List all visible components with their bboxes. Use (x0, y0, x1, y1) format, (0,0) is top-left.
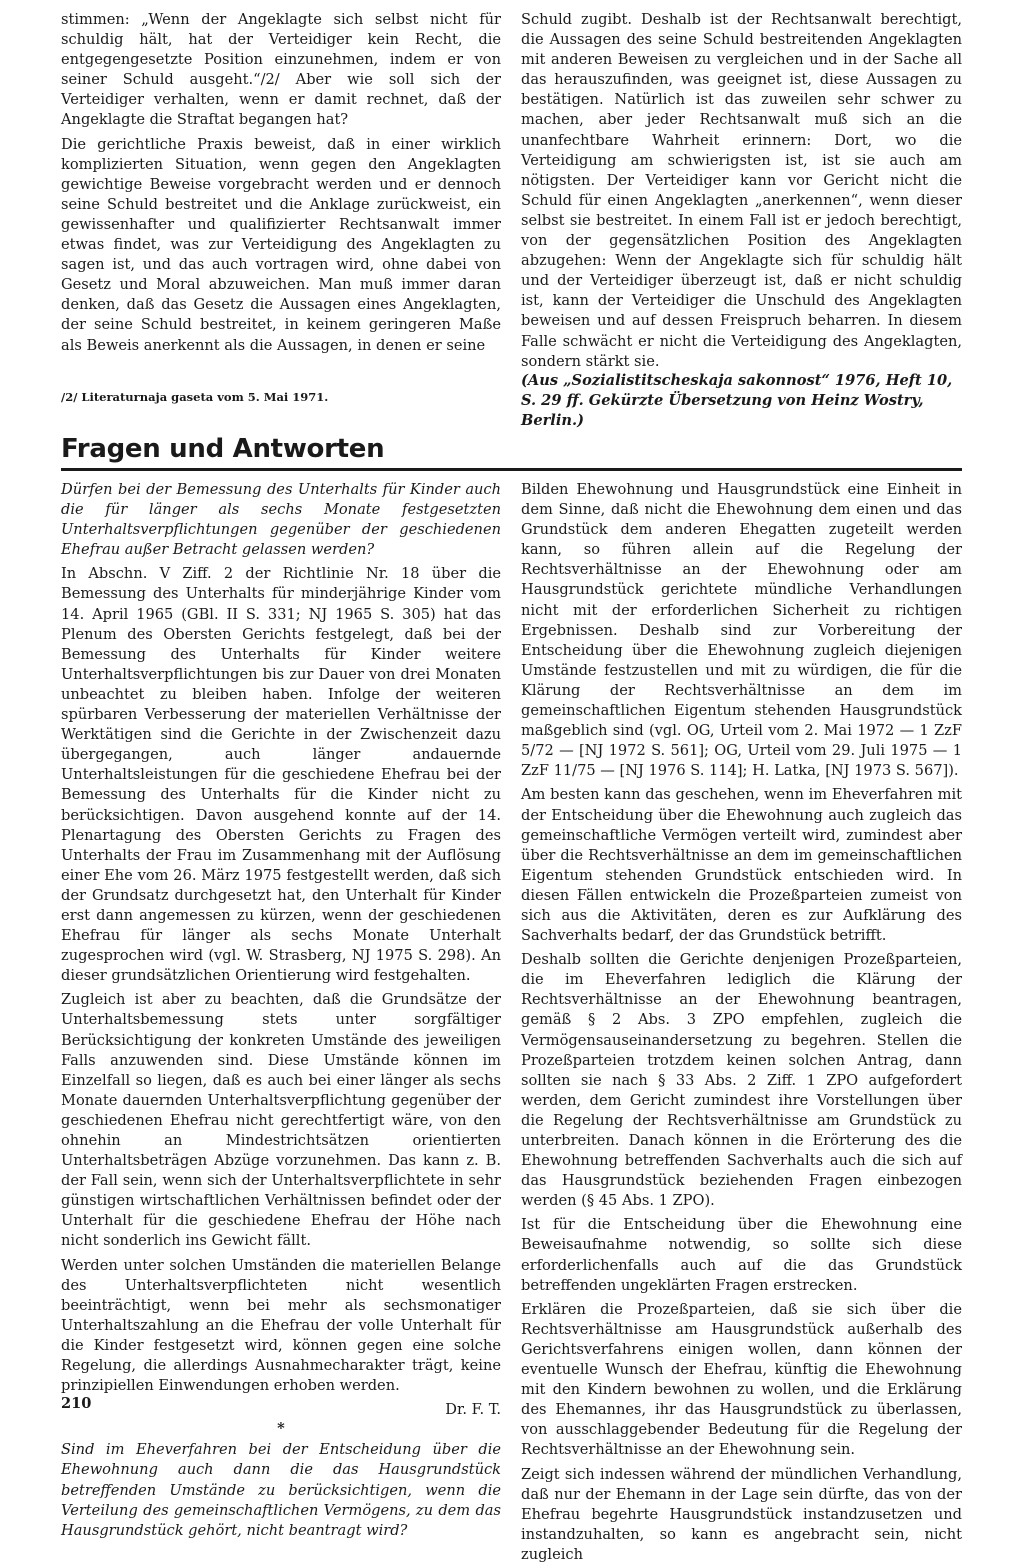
article-paragraph: Die gerichtliche Praxis beweist, daß in einer wirklich komplizierten Situation, wenn gegen den Angeklagten gewichtige Beweise vorgebracht werden und er dennoch seine Schuld bestreitet und die Anklage zurückweist, ein gewissenhafter und qualifizierter Rechtsanwalt immer etwas findet, was zur Verteidigung des Angeklagten zu sagen ist, und das auch vortragen wird, ohne dabei von Gesetz und Moral abzuweichen. Man muß immer daran denken, daß das Gesetz die Aussagen eines Angeklagten, der seine Schuld bestreitet, in keinem geringeren Maße als Beweis anerkennt als die Aussagen, in denen er seine (61, 135, 501, 354)
answer-paragraph: Erklären die Prozeßparteien, daß sie sich über die Rechtsverhältnisse am Hausgrundstück außerhalb des Gerichtsverfahrens einigen wollen, dann können der eventuelle Wunsch der Ehefrau, künftig die Ehewohnung mit den Kindern bewohnen zu wollen, und die Erklärung des Ehemannes, ihr das Hausgrundstück zu überlassen, von ausschlaggebender Bedeutung für die Regelung der Rechtsverhältnisse an der Ehewohnung sein. (521, 1300, 962, 1459)
answer-paragraph: Bilden Ehewohnung und Hausgrundstück eine Einheit in dem Sinne, daß nicht die Ehewohnung dem einen und das Grundstück dem anderen Ehegatten zugeteilt werden kann, so führen allein auf die Regelung der Rechtsverhältnisse an der Ehewohnung oder am Hausgrundstück gerichtete mündliche Verhandlungen nicht mit der erforderlichen Sicherheit zu richtigen Ergebnissen. Deshalb sind zur Vorbereitung der Entscheidung über die Ehewohnung zugleich diejenigen Umstände festzustellen und mit zu würdigen, die für die Klärung der Rechtsverhältnisse an dem im gemeinschaftlichen Eigentum stehenden Hausgrundstück maßgeblich sind (vgl. OG, Urteil vom 2. Mai 1972 — 1 ZzF 5/72 — [NJ 1972 S. 561]; OG, Urteil vom 29. Juli 1975 — 1 ZzF 11/75 — [NJ 1976 S. 114]; H. Latka, [NJ 1973 S. 567]). (521, 481, 962, 780)
question-1: Dürfen bei der Bemessung des Unterhalts für Kinder auch die für länger als sechs Monate festgesetzten Unterhaltsverpflichtungen gegenüber der geschiedenen Ehefrau außer Betracht gelassen werden? (61, 481, 501, 559)
qa-column-left (61, 480, 501, 1541)
answer-paragraph: Deshalb sollten die Gerichte denjenigen Prozeßparteien, die im Eheverfahren lediglich die Klärung der Rechtsverhältnisse an der Ehewohnung beantragen, gemäß § 2 Abs. 3 ZPO empfehlen, zugleich die Vermögensauseinandersetzung zu begehren. Stellen die Prozeßparteien trotzdem keinen solchen Antrag, dann sollten sie nach § 33 Abs. 2 Ziff. 1 ZPO aufgefordert werden, dem Gericht zumindest ihre Vorstellungen über die Regelung der Rechtsverhältnisse am Grundstück zu unterbreiten. Danach können in die Erörterung des die Ehewohnung betreffenden Sachverhalts auch die sich auf das Hausgrundstück beziehenden Fragen einbezogen werden (§ 45 Abs. 1 ZPO). (521, 951, 962, 1210)
article-column-left (61, 10, 501, 356)
answer-paragraph: Zugleich ist aber zu beachten, daß die Grundsätze der Unterhaltsbemessung stets unter sorgfältiger Berücksichtigung der konkreten Umstände des jeweiligen Falls anzuwenden sind. Diese Umstände können im Einzelfall so liegen, daß es auch bei einer länger als sechs Monate dauernden Unterhaltsverpflichtung gegenüber der geschiedenen Ehefrau nicht gerechtfertigt wäre, von den ohnehin an Mindestrichtsätzen orientierten Unterhaltsbeträgen Abzüge vorzunehmen. Das kann z. B. der Fall sein, wenn sich der Unterhaltsverpflichtete in sehr günstigen wirtschaftlichen Verhältnissen befindet oder der Unterhalt für die geschiedene Ehefrau der Höhe nach nicht sonderlich ins Gewicht fällt. (61, 991, 501, 1250)
question-2: Sind im Eheverfahren bei der Entscheidung über die Ehewohnung auch dann die das Hausgrundstück betreffenden Umstände zu berücksichtigen, wenn die Verteilung des gemeinschaftlichen Vermögens, zu dem das Hausgrundstück gehört, nicht beantragt wird? (61, 1441, 501, 1539)
article-paragraph: Schuld zugibt. Deshalb ist der Rechtsanwalt berechtigt, die Aussagen des seine Schuld bestreitenden Angeklagten mit anderen Beweisen zu vergleichen und in der Sache all das herauszufinden, was geeignet ist, diese Aussagen zu bestätigen. Natürlich ist das zuweilen sehr schwer zu machen, aber jeder Rechtsanwalt muß sich an die unanfechtbare Wahrheit erinnern: Dort, wo die Verteidigung am schwierigsten ist, ist sie auch am nötigsten. Der Verteidiger kann vor Gericht nicht die Schuld für einen Angeklagten „anerkennen“, wenn dieser selbst sie bestreitet. In einem Fall ist er jedoch berechtigt, von der gegensätzlichen Position des Angeklagten abzugehen: Wenn der Angeklagte sich für schuldig hält und der Verteidiger überzeugt ist, daß er nicht schuldig ist, kann der Verteidiger die Unschuld des Angeklagten beweisen und auf dessen Freispruch beharren. In diesem Falle schwächt er nicht die Verteidigung des Angeklagten, sondern stärkt sie. (521, 11, 962, 370)
page-number: 210 (61, 1395, 92, 1412)
author-signature: Dr. F. T. (445, 1401, 501, 1419)
section-separator: * (277, 1420, 285, 1438)
section-heading: Fragen und Antworten (61, 434, 385, 464)
qa-column-right (521, 480, 962, 1565)
answer-paragraph: Ist für die Entscheidung über die Ehewohnung eine Beweisaufnahme notwendig, so sollte sich diese erforderlichenfalls auch auf die das Grundstück betreffenden ungeklärten Fragen erstrecken. (521, 1216, 962, 1294)
footnote: /2/ Literaturnaja gaseta vom 5. Mai 1971. (61, 390, 329, 404)
source-note: (Aus „Sozialistitscheskaja sakonnost“ 1976, Heft 10, S. 29 ff. Gekürzte Übersetzung von Heinz Wostry, Berlin.) (521, 372, 953, 429)
answer-paragraph: Zeigt sich indessen während der mündlichen Verhandlung, daß nur der Ehemann in der Lage sein dürfte, das von der Ehefrau begehrte Hausgrundstück instandzusetzen und instandzuhalten, so kann es angebracht sein, nicht zugleich (521, 1465, 962, 1563)
answer-paragraph: In Abschn. V Ziff. 2 der Richtlinie Nr. 18 über die Bemessung des Unterhalts für minderjährige Kinder vom 14. April 1965 (GBl. II S. 331; NJ 1965 S. 305) hat das Plenum des Obersten Gerichts festgelegt, daß bei der Bemessung des Unterhalts für Kinder weitere Unterhaltsverpflichtungen bis zur Dauer von drei Monaten unbeachtet zu bleiben haben. Infolge der weiteren spürbaren Verbesserung der materiellen Verhältnisse der Werktätigen sind die Gerichte in der Zwischenzeit dazu übergegangen, auch länger andauernde Unterhaltsleistungen für die geschiedene Ehefrau bei der Bemessung des Unterhalts für die Kinder nicht zu berücksichtigen. Davon ausgehend konnte auf der 14. Plenartagung des Obersten Gerichts zu Fragen des Unterhalts der Frau im Zusammenhang mit der Auflösung einer Ehe vom 26. März 1975 festgestellt werden, daß sich der Grundsatz durchgesetzt hat, den Unterhalt für Kinder erst dann angemessen zu kürzen, wenn der geschiedenen Ehefrau für länger als sechs Monate Unterhalt zugesprochen wird (vgl. W. Strasberg, NJ 1975 S. 298). An dieser grundsätzlichen Orientierung wird festgehalten. (61, 565, 501, 985)
article-column-right (521, 10, 962, 372)
article-paragraph: stimmen: „Wenn der Angeklagte sich selbst nicht für schuldig hält, hat der Verteidiger kein Recht, die entgegengesetzte Position einzunehmen, indem er von seiner Schuld ausgeht.“/2/ Aber wie soll sich der Verteidiger verhalten, wenn er damit rechnet, daß der Angeklagte die Straftat begangen hat? (61, 11, 501, 129)
answer-paragraph: Werden unter solchen Umständen die materiellen Belange des Unterhaltsverpflichteten nicht wesentlich beeinträchtigt, wenn bei mehr als sechsmonatiger Unterhaltszahlung an die Ehefrau der volle Unterhalt für die Kinder festgesetzt wird, können gegen eine solche Regelung, die allerdings Ausnahmecharakter trägt, keine prinzipiellen Einwendungen erhoben werden. (61, 1256, 501, 1395)
section-divider (61, 468, 962, 471)
answer-paragraph: Am besten kann das geschehen, wenn im Eheverfahren mit der Entscheidung über die Ehewohnung auch zugleich das gemeinschaftliche Vermögen verteilt wird, zumindest aber über die Rechtsverhältnisse an dem im gemeinschaftlichen Eigentum stehenden Grundstück entschieden wird. In diesen Fällen entwickeln die Prozeßparteien zumeist von sich aus die Aktivitäten, deren es zur Aufklärung des Sachverhalts bedarf, der das Grundstück betrifft. (521, 786, 962, 945)
